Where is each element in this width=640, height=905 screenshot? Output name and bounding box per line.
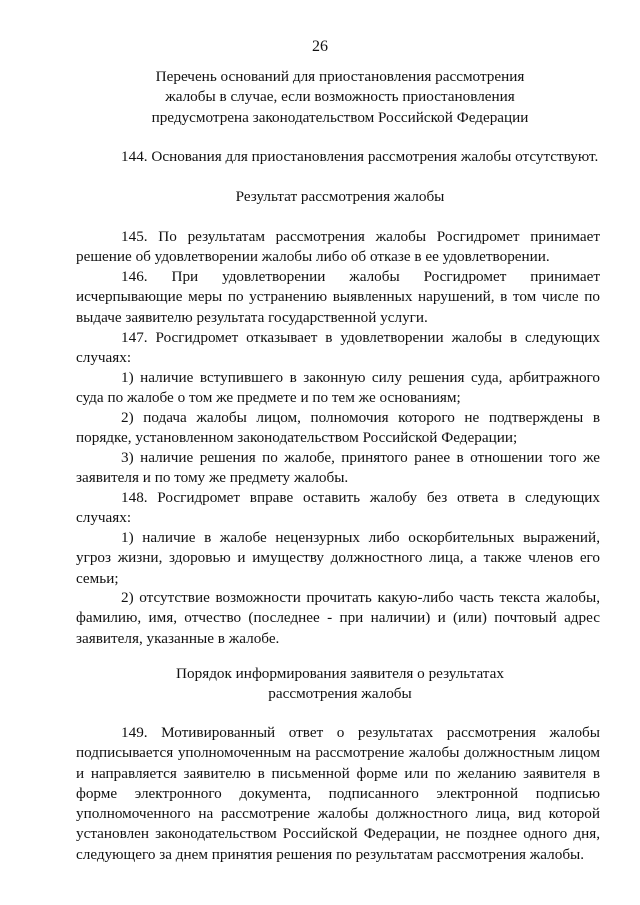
heading-line: Порядок информирования заявителя о результатах — [176, 665, 504, 682]
heading-line: предусмотрена законодательством Российской Федерации — [151, 108, 529, 126]
paragraph-148: 148. Росгидромет вправе оставить жалобу без ответа в следующих случаях: — [76, 489, 600, 527]
page-number: 26 — [312, 38, 328, 55]
section-heading-informing — [150, 664, 530, 705]
paragraph-147-item-1: 1) наличие вступившего в законную силу решения суда, арбитражного суда по жалобе о том же предмете и по тем же основаниям; — [76, 369, 600, 407]
paragraph-148-item-1: 1) наличие в жалобе нецензурных либо оскорбительных выражений, угроз жизни, здоровью и имуществу должностного лица, а также членов его семьи; — [76, 529, 600, 587]
heading-line: Перечень оснований для приостановления рассмотрения — [155, 68, 525, 85]
heading-line: жалобы в случае, если возможность приостановления — [165, 88, 515, 106]
paragraph-147-item-2: 2) подача жалобы лицом, полномочия которого не подтверждены в порядке, установленном законодательством Российской Федерации; — [76, 409, 600, 447]
paragraph-148-item-2: 2) отсутствие возможности прочитать какую-либо часть текста жалобы, фамилию, имя, отчество (последнее - при наличии) и (или) почтовый адрес заявителя, указанные в жалобе. — [76, 589, 600, 647]
paragraph-145: 145. По результатам рассмотрения жалобы Росгидромет принимает решение об удовлетворении жалобы либо об отказе в ее удовлетворении. — [76, 228, 600, 266]
paragraph-146: 146. При удовлетворении жалобы Росгидромет принимает исчерпывающие меры по устранению выявленных нарушений, в том числе по выдаче заявителю результата государственной услуги. — [76, 268, 600, 326]
section-heading-suspension — [140, 67, 540, 128]
paragraph-144: 144. Основания для приостановления рассмотрения жалобы отсутствуют. — [121, 148, 599, 165]
paragraph-147-item-3: 3) наличие решения по жалобе, принятого ранее в отношении того же заявителя и по тому же предмету жалобы. — [76, 449, 600, 487]
paragraph-147: 147. Росгидромет отказывает в удовлетворении жалобы в следующих случаях: — [76, 329, 600, 367]
heading-line: рассмотрения жалобы — [268, 685, 412, 703]
section-heading-result: Результат рассмотрения жалобы — [235, 188, 445, 205]
paragraph-149: 149. Мотивированный ответ о результатах рассмотрения жалобы подписывается уполномоченным на рассмотрение жалобы должностным лицом и направляется заявителю в письменной форме или по желанию заявителя в форме электронного документа, подписанного электронной подписью уполномоченного на рассмотрение жалобы должностного лица, вид которой установлен законодательством Российской Федерации, не позднее одного дня, следующего за днем принятия решения по результатам рассмотрения жалобы. — [76, 724, 600, 863]
